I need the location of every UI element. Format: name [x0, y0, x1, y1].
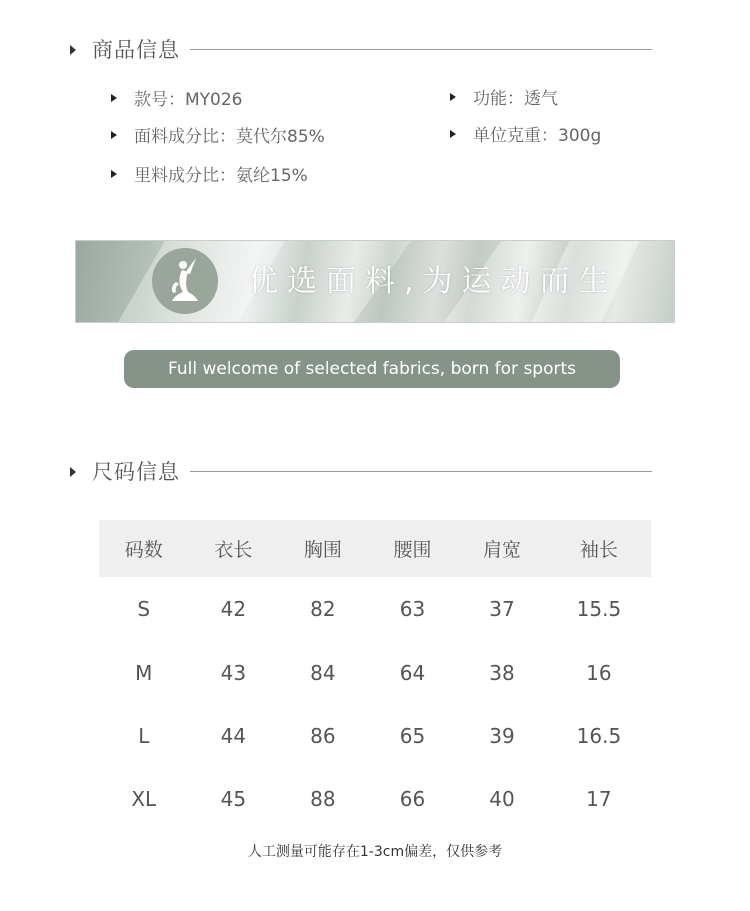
info-model: [111, 89, 243, 111]
info-lining: [111, 165, 308, 187]
header-length: 衣长: [189, 520, 279, 577]
table-cell: 64: [399, 660, 426, 685]
table-row: [99, 641, 651, 704]
table-cell: 16: [586, 660, 612, 685]
table-cell: 40: [489, 786, 515, 811]
table-cell: 86: [310, 723, 336, 748]
table-row: [99, 704, 651, 767]
table-cell: 42: [220, 597, 247, 621]
table-cell: 82: [310, 597, 336, 621]
table-cell: 84: [310, 660, 336, 685]
table-cell: 65: [399, 723, 426, 748]
table-cell: 39: [489, 723, 515, 748]
header-chest: 胸围: [278, 520, 368, 577]
triangle-bullet-icon: [450, 130, 456, 138]
table-cell: 15.5: [576, 597, 622, 621]
measurement-note: 人工测量可能存在1-3cm偏差，仅供参考: [247, 844, 503, 860]
table-cell: 44: [220, 723, 247, 748]
info-lining-text: 里料成分比：氨纶15%: [134, 166, 308, 186]
table-header-row: [99, 520, 651, 577]
divider: [190, 471, 652, 472]
triangle-bullet-icon: [111, 94, 117, 102]
divider: [190, 49, 652, 50]
table-row: [99, 767, 651, 830]
table-row: [99, 577, 651, 641]
table-cell: 38: [489, 660, 515, 685]
header-shoulder: 肩宽: [457, 520, 547, 577]
table-cell: S: [137, 597, 151, 621]
section-title: 商品信息: [92, 38, 180, 62]
info-fabric-text: 面料成分比：莫代尔85%: [134, 127, 325, 147]
size-info-header: [70, 459, 652, 485]
product-info-header: [70, 37, 652, 63]
triangle-bullet-icon: [450, 93, 456, 101]
banner-slogan: 优选面料,为运动而生: [248, 264, 618, 299]
table-cell: 45: [220, 786, 247, 811]
info-fabric: [111, 126, 325, 148]
table-cell: L: [138, 723, 150, 748]
size-table: [99, 520, 651, 830]
triangle-bullet-icon: [70, 467, 76, 477]
fabric-banner: [75, 240, 675, 323]
info-weight-text: 单位克重：300g: [473, 126, 602, 146]
table-cell: XL: [131, 786, 157, 811]
table-cell: 66: [399, 786, 426, 811]
info-function-text: 功能：透气: [473, 89, 558, 109]
header-size: 码数: [99, 520, 189, 577]
header-waist: 腰围: [368, 520, 458, 577]
info-weight: [450, 125, 601, 147]
triangle-bullet-icon: [111, 170, 117, 178]
english-tagline: Full welcome of selected fabrics, born for sports: [124, 350, 620, 388]
table-cell: 16.5: [576, 723, 622, 748]
section-title: 尺码信息: [92, 460, 180, 484]
table-cell: 43: [220, 660, 247, 685]
info-model-text: 款号：MY026: [134, 90, 243, 110]
triangle-bullet-icon: [111, 131, 117, 139]
triangle-bullet-icon: [70, 45, 76, 55]
table-cell: 17: [586, 786, 612, 811]
header-sleeve: 袖长: [547, 520, 651, 577]
yoga-figure-icon: [152, 248, 218, 314]
table-cell: M: [135, 660, 153, 685]
table-cell: 37: [489, 597, 515, 621]
table-cell: 63: [399, 597, 426, 621]
table-cell: 88: [310, 786, 336, 811]
info-function: [450, 88, 558, 110]
